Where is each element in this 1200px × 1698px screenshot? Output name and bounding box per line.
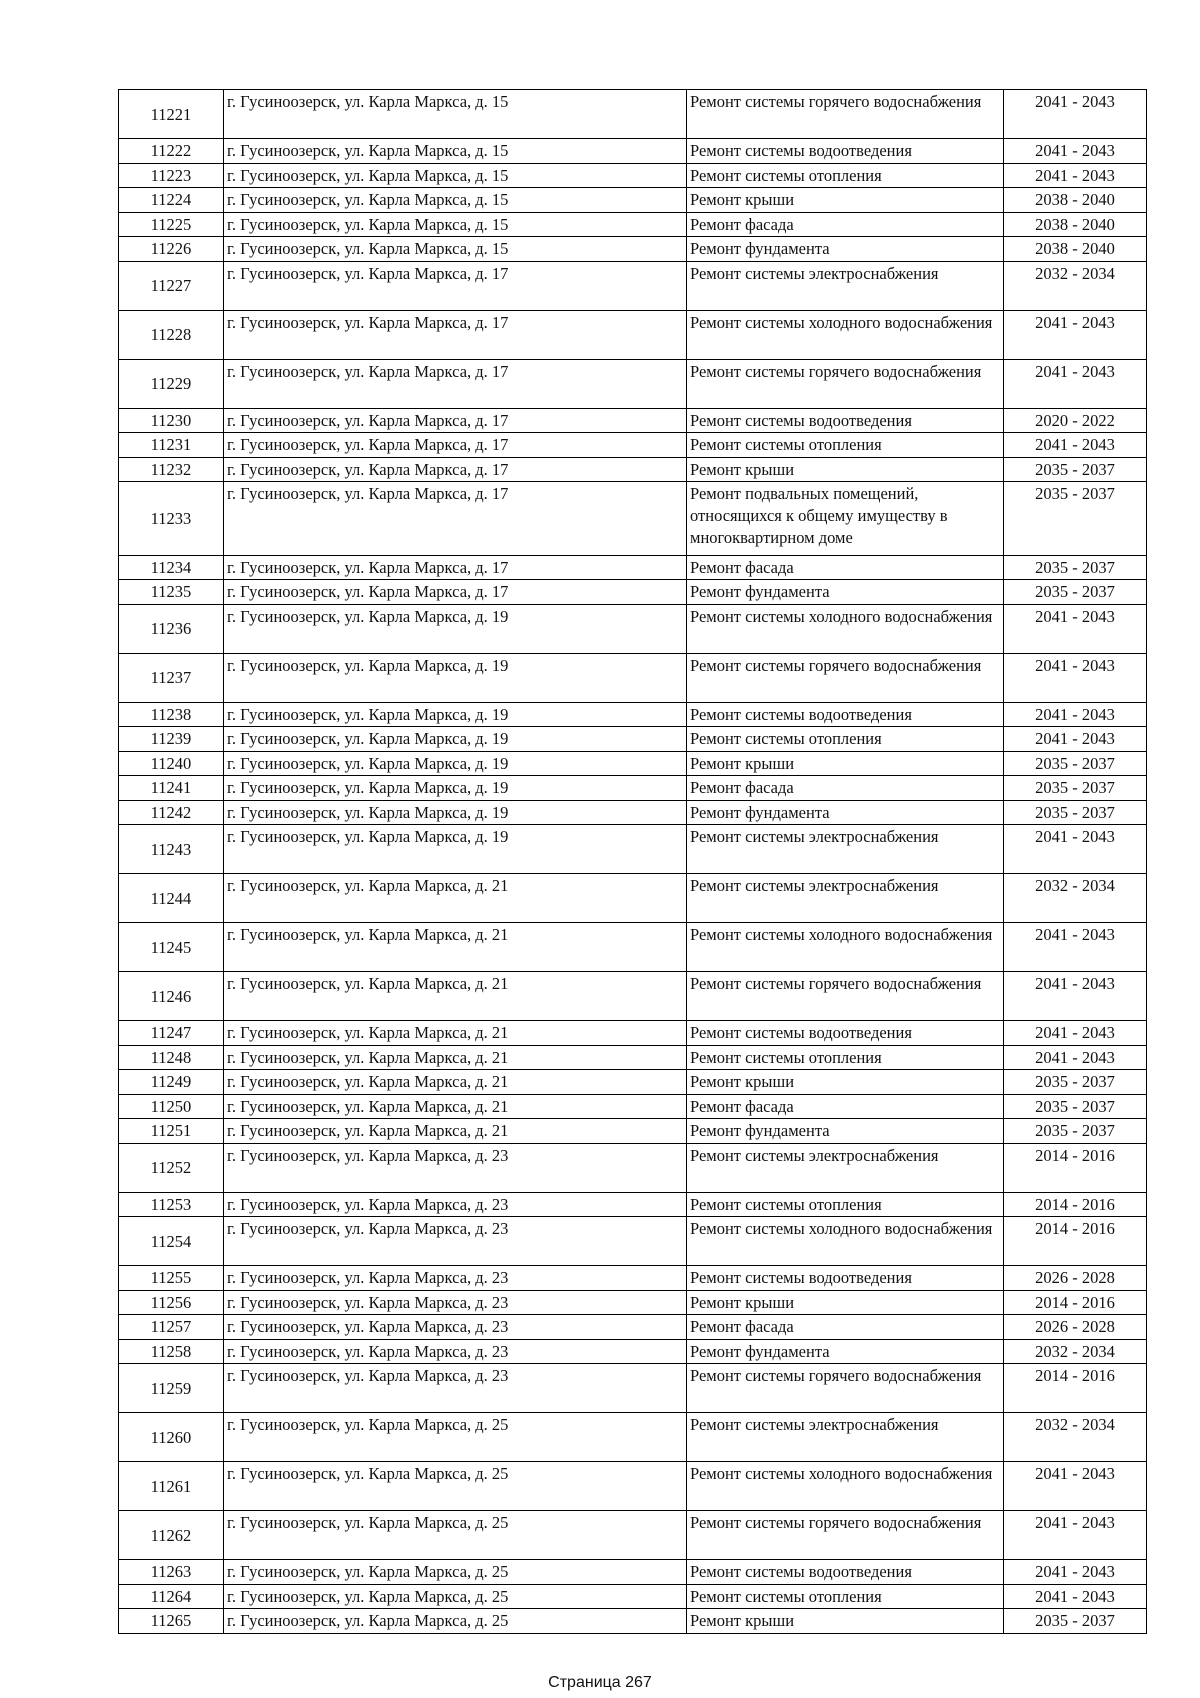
table-row bbox=[119, 1315, 1147, 1340]
address-cell: г. Гусиноозерск, ул. Карла Маркса, д. 15 bbox=[224, 163, 687, 188]
work-type-cell: Ремонт системы электроснабжения bbox=[687, 1413, 1004, 1462]
address-cell: г. Гусиноозерск, ул. Карла Маркса, д. 25 bbox=[224, 1609, 687, 1634]
work-type-cell: Ремонт фасада bbox=[687, 555, 1004, 580]
address-cell: г. Гусиноозерск, ул. Карла Маркса, д. 17 bbox=[224, 310, 687, 359]
address-cell: г. Гусиноозерск, ул. Карла Маркса, д. 21 bbox=[224, 1119, 687, 1144]
row-id-cell: 11250 bbox=[119, 1094, 224, 1119]
table-row bbox=[119, 825, 1147, 874]
address-cell: г. Гусиноозерск, ул. Карла Маркса, д. 25 bbox=[224, 1560, 687, 1585]
work-type-cell: Ремонт фундамента bbox=[687, 800, 1004, 825]
work-type-cell: Ремонт системы отопления bbox=[687, 727, 1004, 752]
period-cell: 2035 - 2037 bbox=[1004, 1094, 1147, 1119]
period-cell: 2038 - 2040 bbox=[1004, 212, 1147, 237]
address-cell: г. Гусиноозерск, ул. Карла Маркса, д. 19 bbox=[224, 776, 687, 801]
period-cell: 2026 - 2028 bbox=[1004, 1266, 1147, 1291]
address-cell: г. Гусиноозерск, ул. Карла Маркса, д. 19 bbox=[224, 751, 687, 776]
period-cell: 2041 - 2043 bbox=[1004, 1560, 1147, 1585]
work-type-cell: Ремонт системы холодного водоснабжения bbox=[687, 310, 1004, 359]
period-cell: 2035 - 2037 bbox=[1004, 580, 1147, 605]
work-type-cell: Ремонт системы горячего водоснабжения bbox=[687, 90, 1004, 139]
table-row bbox=[119, 1339, 1147, 1364]
work-type-cell: Ремонт системы отопления bbox=[687, 1584, 1004, 1609]
table-row bbox=[119, 408, 1147, 433]
table-row bbox=[119, 1462, 1147, 1511]
table-row bbox=[119, 727, 1147, 752]
table-row bbox=[119, 972, 1147, 1021]
address-cell: г. Гусиноозерск, ул. Карла Маркса, д. 23 bbox=[224, 1290, 687, 1315]
row-id-cell: 11262 bbox=[119, 1511, 224, 1560]
work-type-cell: Ремонт фундамента bbox=[687, 237, 1004, 262]
table-row bbox=[119, 139, 1147, 164]
address-cell: г. Гусиноозерск, ул. Карла Маркса, д. 17 bbox=[224, 580, 687, 605]
row-id-cell: 11224 bbox=[119, 188, 224, 213]
address-cell: г. Гусиноозерск, ул. Карла Маркса, д. 17 bbox=[224, 261, 687, 310]
table-row bbox=[119, 800, 1147, 825]
period-cell: 2026 - 2028 bbox=[1004, 1315, 1147, 1340]
table-row bbox=[119, 1119, 1147, 1144]
period-cell: 2035 - 2037 bbox=[1004, 1609, 1147, 1634]
table-row bbox=[119, 1560, 1147, 1585]
period-cell: 2041 - 2043 bbox=[1004, 1045, 1147, 1070]
table-row bbox=[119, 212, 1147, 237]
table-row bbox=[119, 261, 1147, 310]
table-row bbox=[119, 604, 1147, 653]
table-row bbox=[119, 90, 1147, 139]
row-id-cell: 11263 bbox=[119, 1560, 224, 1585]
work-type-cell: Ремонт фасада bbox=[687, 1315, 1004, 1340]
row-id-cell: 11255 bbox=[119, 1266, 224, 1291]
row-id-cell: 11246 bbox=[119, 972, 224, 1021]
table-row bbox=[119, 1290, 1147, 1315]
period-cell: 2032 - 2034 bbox=[1004, 1339, 1147, 1364]
address-cell: г. Гусиноозерск, ул. Карла Маркса, д. 15 bbox=[224, 237, 687, 262]
work-type-cell: Ремонт системы горячего водоснабжения bbox=[687, 653, 1004, 702]
work-type-cell: Ремонт крыши bbox=[687, 1609, 1004, 1634]
address-cell: г. Гусиноозерск, ул. Карла Маркса, д. 21 bbox=[224, 1094, 687, 1119]
period-cell: 2041 - 2043 bbox=[1004, 1511, 1147, 1560]
period-cell: 2041 - 2043 bbox=[1004, 972, 1147, 1021]
period-cell: 2014 - 2016 bbox=[1004, 1192, 1147, 1217]
table-body bbox=[119, 90, 1147, 1634]
row-id-cell: 11231 bbox=[119, 433, 224, 458]
period-cell: 2041 - 2043 bbox=[1004, 90, 1147, 139]
work-type-cell: Ремонт системы горячего водоснабжения bbox=[687, 1364, 1004, 1413]
work-type-cell: Ремонт системы электроснабжения bbox=[687, 825, 1004, 874]
row-id-cell: 11264 bbox=[119, 1584, 224, 1609]
address-cell: г. Гусиноозерск, ул. Карла Маркса, д. 19 bbox=[224, 825, 687, 874]
row-id-cell: 11253 bbox=[119, 1192, 224, 1217]
table-row bbox=[119, 1070, 1147, 1095]
table-row bbox=[119, 1413, 1147, 1462]
address-cell: г. Гусиноозерск, ул. Карла Маркса, д. 23 bbox=[224, 1217, 687, 1266]
period-cell: 2041 - 2043 bbox=[1004, 1462, 1147, 1511]
row-id-cell: 11254 bbox=[119, 1217, 224, 1266]
table-row bbox=[119, 1266, 1147, 1291]
period-cell: 2014 - 2016 bbox=[1004, 1364, 1147, 1413]
repair-schedule-table bbox=[118, 89, 1147, 1634]
period-cell: 2038 - 2040 bbox=[1004, 237, 1147, 262]
period-cell: 2041 - 2043 bbox=[1004, 359, 1147, 408]
period-cell: 2035 - 2037 bbox=[1004, 555, 1147, 580]
table-row bbox=[119, 188, 1147, 213]
table-row bbox=[119, 457, 1147, 482]
table-row bbox=[119, 433, 1147, 458]
work-type-cell: Ремонт крыши bbox=[687, 188, 1004, 213]
row-id-cell: 11241 bbox=[119, 776, 224, 801]
row-id-cell: 11243 bbox=[119, 825, 224, 874]
row-id-cell: 11226 bbox=[119, 237, 224, 262]
address-cell: г. Гусиноозерск, ул. Карла Маркса, д. 23 bbox=[224, 1266, 687, 1291]
work-type-cell: Ремонт фундамента bbox=[687, 1119, 1004, 1144]
period-cell: 2035 - 2037 bbox=[1004, 800, 1147, 825]
work-type-cell: Ремонт системы холодного водоснабжения bbox=[687, 604, 1004, 653]
work-type-cell: Ремонт системы холодного водоснабжения bbox=[687, 923, 1004, 972]
period-cell: 2041 - 2043 bbox=[1004, 1021, 1147, 1046]
table-row bbox=[119, 1217, 1147, 1266]
row-id-cell: 11242 bbox=[119, 800, 224, 825]
work-type-cell: Ремонт крыши bbox=[687, 1290, 1004, 1315]
address-cell: г. Гусиноозерск, ул. Карла Маркса, д. 25 bbox=[224, 1413, 687, 1462]
row-id-cell: 11235 bbox=[119, 580, 224, 605]
table-row bbox=[119, 359, 1147, 408]
work-type-cell: Ремонт фасада bbox=[687, 1094, 1004, 1119]
table-row bbox=[119, 1609, 1147, 1634]
address-cell: г. Гусиноозерск, ул. Карла Маркса, д. 17 bbox=[224, 555, 687, 580]
table-row bbox=[119, 580, 1147, 605]
period-cell: 2041 - 2043 bbox=[1004, 653, 1147, 702]
address-cell: г. Гусиноозерск, ул. Карла Маркса, д. 19 bbox=[224, 800, 687, 825]
work-type-cell: Ремонт системы отопления bbox=[687, 163, 1004, 188]
work-type-cell: Ремонт системы электроснабжения bbox=[687, 874, 1004, 923]
row-id-cell: 11236 bbox=[119, 604, 224, 653]
address-cell: г. Гусиноозерск, ул. Карла Маркса, д. 21 bbox=[224, 972, 687, 1021]
work-type-cell: Ремонт крыши bbox=[687, 751, 1004, 776]
period-cell: 2041 - 2043 bbox=[1004, 604, 1147, 653]
row-id-cell: 11232 bbox=[119, 457, 224, 482]
work-type-cell: Ремонт системы горячего водоснабжения bbox=[687, 1511, 1004, 1560]
row-id-cell: 11251 bbox=[119, 1119, 224, 1144]
table-row bbox=[119, 1584, 1147, 1609]
row-id-cell: 11239 bbox=[119, 727, 224, 752]
period-cell: 2041 - 2043 bbox=[1004, 433, 1147, 458]
work-type-cell: Ремонт системы водоотведения bbox=[687, 139, 1004, 164]
period-cell: 2014 - 2016 bbox=[1004, 1217, 1147, 1266]
row-id-cell: 11252 bbox=[119, 1143, 224, 1192]
address-cell: г. Гусиноозерск, ул. Карла Маркса, д. 15 bbox=[224, 188, 687, 213]
table-row bbox=[119, 702, 1147, 727]
work-type-cell: Ремонт системы электроснабжения bbox=[687, 261, 1004, 310]
row-id-cell: 11265 bbox=[119, 1609, 224, 1634]
period-cell: 2035 - 2037 bbox=[1004, 751, 1147, 776]
period-cell: 2035 - 2037 bbox=[1004, 776, 1147, 801]
period-cell: 2041 - 2043 bbox=[1004, 825, 1147, 874]
address-cell: г. Гусиноозерск, ул. Карла Маркса, д. 23 bbox=[224, 1339, 687, 1364]
row-id-cell: 11238 bbox=[119, 702, 224, 727]
period-cell: 2035 - 2037 bbox=[1004, 1119, 1147, 1144]
work-type-cell: Ремонт системы горячего водоснабжения bbox=[687, 972, 1004, 1021]
work-type-cell: Ремонт системы отопления bbox=[687, 1192, 1004, 1217]
period-cell: 2041 - 2043 bbox=[1004, 139, 1147, 164]
row-id-cell: 11257 bbox=[119, 1315, 224, 1340]
address-cell: г. Гусиноозерск, ул. Карла Маркса, д. 25 bbox=[224, 1584, 687, 1609]
address-cell: г. Гусиноозерск, ул. Карла Маркса, д. 19 bbox=[224, 727, 687, 752]
work-type-cell: Ремонт крыши bbox=[687, 1070, 1004, 1095]
address-cell: г. Гусиноозерск, ул. Карла Маркса, д. 23 bbox=[224, 1143, 687, 1192]
row-id-cell: 11222 bbox=[119, 139, 224, 164]
table-row bbox=[119, 653, 1147, 702]
row-id-cell: 11249 bbox=[119, 1070, 224, 1095]
address-cell: г. Гусиноозерск, ул. Карла Маркса, д. 17 bbox=[224, 482, 687, 556]
address-cell: г. Гусиноозерск, ул. Карла Маркса, д. 17 bbox=[224, 457, 687, 482]
table-row bbox=[119, 1364, 1147, 1413]
table-row bbox=[119, 751, 1147, 776]
work-type-cell: Ремонт системы отопления bbox=[687, 1045, 1004, 1070]
period-cell: 2020 - 2022 bbox=[1004, 408, 1147, 433]
address-cell: г. Гусиноозерск, ул. Карла Маркса, д. 25 bbox=[224, 1462, 687, 1511]
address-cell: г. Гусиноозерск, ул. Карла Маркса, д. 17 bbox=[224, 433, 687, 458]
table-row bbox=[119, 1045, 1147, 1070]
table-row bbox=[119, 1192, 1147, 1217]
row-id-cell: 11230 bbox=[119, 408, 224, 433]
row-id-cell: 11233 bbox=[119, 482, 224, 556]
table-row bbox=[119, 310, 1147, 359]
table-row bbox=[119, 555, 1147, 580]
work-type-cell: Ремонт системы отопления bbox=[687, 433, 1004, 458]
page-number: Страница 267 bbox=[548, 1674, 652, 1691]
work-type-cell: Ремонт системы водоотведения bbox=[687, 1021, 1004, 1046]
address-cell: г. Гусиноозерск, ул. Карла Маркса, д. 21 bbox=[224, 923, 687, 972]
row-id-cell: 11245 bbox=[119, 923, 224, 972]
work-type-cell: Ремонт фундамента bbox=[687, 580, 1004, 605]
row-id-cell: 11237 bbox=[119, 653, 224, 702]
period-cell: 2035 - 2037 bbox=[1004, 482, 1147, 556]
table-row bbox=[119, 1511, 1147, 1560]
work-type-cell: Ремонт фасада bbox=[687, 212, 1004, 237]
address-cell: г. Гусиноозерск, ул. Карла Маркса, д. 17 bbox=[224, 359, 687, 408]
address-cell: г. Гусиноозерск, ул. Карла Маркса, д. 23 bbox=[224, 1364, 687, 1413]
work-type-cell: Ремонт системы электроснабжения bbox=[687, 1143, 1004, 1192]
work-type-cell: Ремонт системы водоотведения bbox=[687, 408, 1004, 433]
period-cell: 2041 - 2043 bbox=[1004, 702, 1147, 727]
period-cell: 2032 - 2034 bbox=[1004, 261, 1147, 310]
row-id-cell: 11261 bbox=[119, 1462, 224, 1511]
period-cell: 2041 - 2043 bbox=[1004, 923, 1147, 972]
table-row bbox=[119, 1021, 1147, 1046]
row-id-cell: 11234 bbox=[119, 555, 224, 580]
period-cell: 2032 - 2034 bbox=[1004, 874, 1147, 923]
table-row bbox=[119, 237, 1147, 262]
address-cell: г. Гусиноозерск, ул. Карла Маркса, д. 19 bbox=[224, 702, 687, 727]
address-cell: г. Гусиноозерск, ул. Карла Маркса, д. 21 bbox=[224, 1045, 687, 1070]
period-cell: 2032 - 2034 bbox=[1004, 1413, 1147, 1462]
table-row bbox=[119, 1143, 1147, 1192]
row-id-cell: 11229 bbox=[119, 359, 224, 408]
table-row bbox=[119, 874, 1147, 923]
row-id-cell: 11258 bbox=[119, 1339, 224, 1364]
row-id-cell: 11259 bbox=[119, 1364, 224, 1413]
work-type-cell: Ремонт крыши bbox=[687, 457, 1004, 482]
period-cell: 2035 - 2037 bbox=[1004, 1070, 1147, 1095]
work-type-cell: Ремонт фундамента bbox=[687, 1339, 1004, 1364]
address-cell: г. Гусиноозерск, ул. Карла Маркса, д. 15 bbox=[224, 139, 687, 164]
table-row bbox=[119, 923, 1147, 972]
work-type-cell: Ремонт системы водоотведения bbox=[687, 702, 1004, 727]
period-cell: 2014 - 2016 bbox=[1004, 1290, 1147, 1315]
address-cell: г. Гусиноозерск, ул. Карла Маркса, д. 23 bbox=[224, 1192, 687, 1217]
address-cell: г. Гусиноозерск, ул. Карла Маркса, д. 21 bbox=[224, 874, 687, 923]
work-type-cell: Ремонт системы водоотведения bbox=[687, 1560, 1004, 1585]
period-cell: 2038 - 2040 bbox=[1004, 188, 1147, 213]
address-cell: г. Гусиноозерск, ул. Карла Маркса, д. 21 bbox=[224, 1021, 687, 1046]
row-id-cell: 11228 bbox=[119, 310, 224, 359]
address-cell: г. Гусиноозерск, ул. Карла Маркса, д. 17 bbox=[224, 408, 687, 433]
work-type-cell: Ремонт подвальных помещений, относящихся к общему имуществу в многоквартирном доме bbox=[687, 482, 1004, 556]
table-row bbox=[119, 482, 1147, 556]
address-cell: г. Гусиноозерск, ул. Карла Маркса, д. 19 bbox=[224, 604, 687, 653]
table-row bbox=[119, 776, 1147, 801]
row-id-cell: 11225 bbox=[119, 212, 224, 237]
row-id-cell: 11256 bbox=[119, 1290, 224, 1315]
row-id-cell: 11248 bbox=[119, 1045, 224, 1070]
period-cell: 2014 - 2016 bbox=[1004, 1143, 1147, 1192]
work-type-cell: Ремонт системы водоотведения bbox=[687, 1266, 1004, 1291]
row-id-cell: 11244 bbox=[119, 874, 224, 923]
row-id-cell: 11223 bbox=[119, 163, 224, 188]
address-cell: г. Гусиноозерск, ул. Карла Маркса, д. 21 bbox=[224, 1070, 687, 1095]
row-id-cell: 11240 bbox=[119, 751, 224, 776]
table-row bbox=[119, 1094, 1147, 1119]
period-cell: 2041 - 2043 bbox=[1004, 310, 1147, 359]
row-id-cell: 11247 bbox=[119, 1021, 224, 1046]
address-cell: г. Гусиноозерск, ул. Карла Маркса, д. 15 bbox=[224, 90, 687, 139]
period-cell: 2041 - 2043 bbox=[1004, 1584, 1147, 1609]
period-cell: 2035 - 2037 bbox=[1004, 457, 1147, 482]
address-cell: г. Гусиноозерск, ул. Карла Маркса, д. 19 bbox=[224, 653, 687, 702]
work-type-cell: Ремонт фасада bbox=[687, 776, 1004, 801]
row-id-cell: 11221 bbox=[119, 90, 224, 139]
period-cell: 2041 - 2043 bbox=[1004, 163, 1147, 188]
address-cell: г. Гусиноозерск, ул. Карла Маркса, д. 15 bbox=[224, 212, 687, 237]
address-cell: г. Гусиноозерск, ул. Карла Маркса, д. 23 bbox=[224, 1315, 687, 1340]
table-row bbox=[119, 163, 1147, 188]
address-cell: г. Гусиноозерск, ул. Карла Маркса, д. 25 bbox=[224, 1511, 687, 1560]
work-type-cell: Ремонт системы холодного водоснабжения bbox=[687, 1462, 1004, 1511]
work-type-cell: Ремонт системы холодного водоснабжения bbox=[687, 1217, 1004, 1266]
period-cell: 2041 - 2043 bbox=[1004, 727, 1147, 752]
row-id-cell: 11260 bbox=[119, 1413, 224, 1462]
row-id-cell: 11227 bbox=[119, 261, 224, 310]
work-type-cell: Ремонт системы горячего водоснабжения bbox=[687, 359, 1004, 408]
